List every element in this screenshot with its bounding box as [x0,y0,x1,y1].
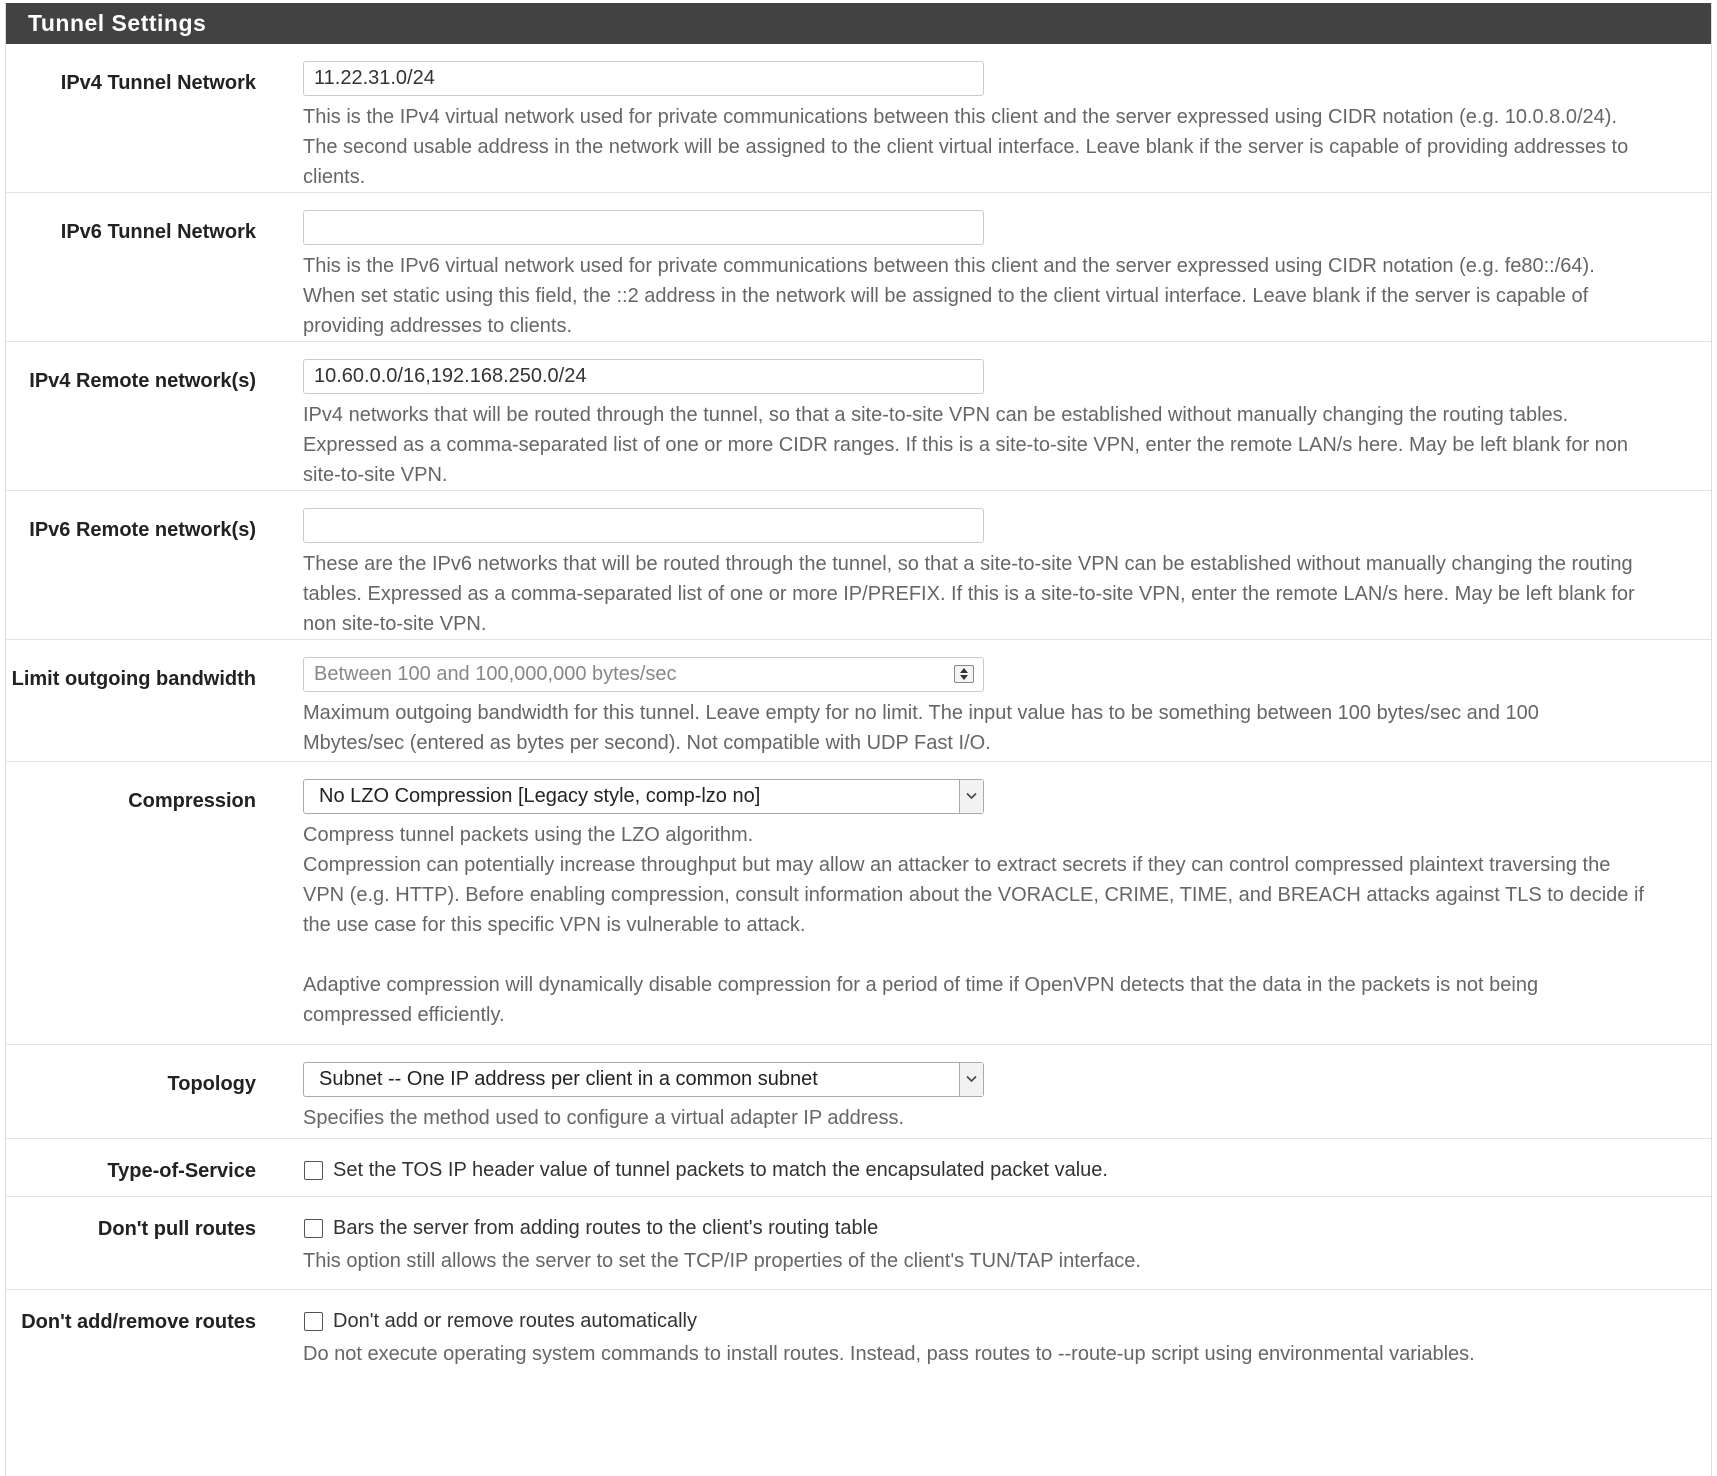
ipv4-remote-networks-input[interactable]: 10.60.0.0/16,192.168.250.0/24 [303,359,984,394]
panel-title: Tunnel Settings [6,3,1711,44]
chevron-down-icon[interactable] [959,780,983,813]
row-ipv4-remote-networks [6,342,1711,491]
ipv6-remote-networks-label: IPv6 Remote network(s) [29,519,256,541]
compression-label: Compression [128,790,256,812]
pull-routes-checkbox-line[interactable] [303,1213,1693,1243]
ipv4-tunnel-network-help [303,102,1693,192]
row-compression [6,762,1711,1045]
help-line: providing addresses to clients. [303,315,573,337]
ipv6-tunnel-network-help [303,251,1693,341]
dont-pull-routes-help: This option still allows the server to set the TCP/IP properties of the client's TUN/TAP interface. [303,1250,1141,1272]
topology-select[interactable] [303,1062,984,1097]
ipv4-tunnel-network-label: IPv4 Tunnel Network [60,72,256,94]
dont-add-remove-routes-label: Don't add/remove routes [21,1311,256,1333]
help-line: clients. [303,166,366,188]
add-remove-routes-checkbox-line[interactable] [303,1306,1693,1336]
ipv4-tunnel-network-input[interactable]: 11.22.31.0/24 [303,61,984,96]
help-line: tables. Expressed as a comma-separated list of one or more IP/PREFIX. If this is a site-to-site VPN, enter the remote LAN/s here. May be left blank for [303,583,1635,605]
type-of-service-label: Type-of-Service [107,1160,256,1182]
help-line: Adaptive compression will dynamically disable compression for a period of time if OpenVPN detects that the data in the packets is not being [303,974,1539,996]
ipv6-remote-networks-input[interactable] [303,508,984,543]
row-topology [6,1045,1711,1139]
chevron-down-icon[interactable] [959,1063,983,1096]
row-dont-add-remove-routes [6,1290,1711,1390]
topology-selected-value: Subnet -- One IP address per client in a common subnet [319,1068,818,1090]
ipv4-remote-networks-help [303,400,1693,490]
help-line: This is the IPv4 virtual network used for private communications between this client and the server expressed using CIDR notation (e.g. 10.0.8.0/24). [303,106,1617,128]
help-line: The second usable address in the network will be assigned to the client virtual interface. Leave blank if the server is capable of providing addresses to [303,136,1629,158]
compression-help [303,820,1693,1030]
help-line: non site-to-site VPN. [303,613,487,635]
ipv6-tunnel-network-label: IPv6 Tunnel Network [60,221,256,243]
help-line: These are the IPv6 networks that will be routed through the tunnel, so that a site-to-site VPN can be established without manually changing the routing [303,553,1633,575]
tos-checkbox-label[interactable]: Set the TOS IP header value of tunnel packets to match the encapsulated packet value. [333,1158,1108,1181]
help-line: When set static using this field, the ::2 address in the network will be assigned to the client virtual interface. Leave blank if the server is capable of [303,285,1589,307]
row-ipv6-tunnel-network [6,193,1711,342]
limit-outgoing-bandwidth-help [303,698,1693,758]
add-remove-routes-checkbox[interactable] [304,1312,323,1331]
topology-help: Specifies the method used to configure a virtual adapter IP address. [303,1107,905,1129]
help-line: Maximum outgoing bandwidth for this tunnel. Leave empty for no limit. The input value has to be something between 100 bytes/sec and 100 [303,702,1539,724]
pull-routes-checkbox[interactable] [304,1219,323,1238]
help-line: the use case for this specific VPN is vulnerable to attack. [303,914,806,936]
compression-selected-value: No LZO Compression [Legacy style, comp-lzo no] [319,785,761,807]
help-line: compressed efficiently. [303,1004,505,1026]
help-line: Mbytes/sec (entered as bytes per second). Not compatible with UDP Fast I/O. [303,732,991,754]
dont-pull-routes-label: Don't pull routes [97,1218,256,1240]
pull-routes-checkbox-label[interactable]: Bars the server from adding routes to the client's routing table [333,1216,879,1239]
row-dont-pull-routes [6,1197,1711,1290]
help-line: Expressed as a comma-separated list of one or more CIDR ranges. If this is a site-to-site VPN, enter the remote LAN/s here. May be left blank for non [303,434,1629,456]
help-line: Compress tunnel packets using the LZO algorithm. [303,824,754,846]
number-spinner-icon[interactable] [954,665,974,683]
ipv6-tunnel-network-input[interactable] [303,210,984,245]
tos-checkbox-line[interactable] [303,1155,1693,1185]
ipv6-remote-networks-help [303,549,1693,639]
row-type-of-service [6,1139,1711,1197]
limit-outgoing-bandwidth-label: Limit outgoing bandwidth [11,668,256,690]
row-ipv6-remote-networks [6,491,1711,640]
bandwidth-placeholder: Between 100 and 100,000,000 bytes/sec [314,663,677,685]
tunnel-settings-panel [5,3,1712,1476]
help-line: site-to-site VPN. [303,464,448,486]
help-line: IPv4 networks that will be routed through the tunnel, so that a site-to-site VPN can be established without manually changing the routing tables. [303,404,1569,426]
add-remove-routes-checkbox-label[interactable]: Don't add or remove routes automatically [333,1309,697,1332]
help-line: This is the IPv6 virtual network used for private communications between this client and the server expressed using CIDR notation (e.g. fe80::/64). [303,255,1595,277]
help-line: Compression can potentially increase throughput but may allow an attacker to extract secrets if they can control compressed plaintext traversing the [303,854,1611,876]
ipv4-remote-networks-label: IPv4 Remote network(s) [29,370,256,392]
help-line: VPN (e.g. HTTP). Before enabling compression, consult information about the VORACLE, CRIME, TIME, and BREACH attacks against TLS to decide if [303,884,1644,906]
limit-outgoing-bandwidth-input[interactable] [303,657,984,692]
row-limit-outgoing-bandwidth [6,640,1711,762]
tos-checkbox[interactable] [304,1161,323,1180]
row-ipv4-tunnel-network [6,44,1711,193]
compression-select[interactable] [303,779,984,814]
topology-label: Topology [167,1073,256,1095]
dont-add-remove-routes-help: Do not execute operating system commands to install routes. Instead, pass routes to --route-up script using environmental variables. [303,1343,1475,1365]
